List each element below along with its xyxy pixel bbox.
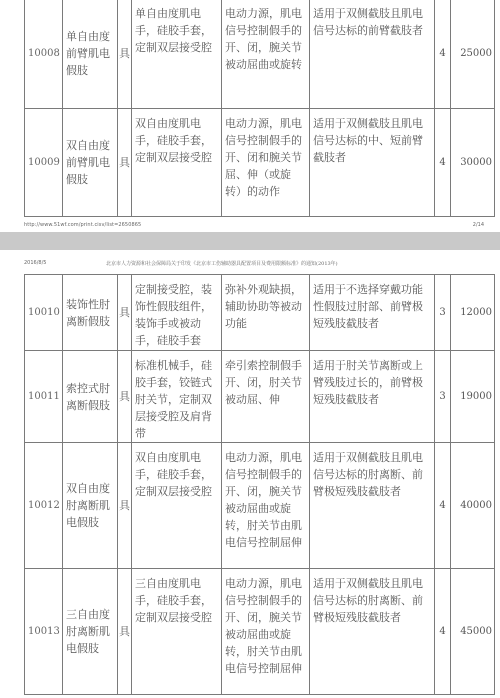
item-indication: 适用于双侧截肢且肌电信号达标的中、短前臂截肢者	[310, 109, 435, 217]
item-price: 12000	[451, 275, 495, 351]
table-row	[25, 109, 495, 217]
table-row	[25, 275, 495, 351]
item-indication: 适用于双侧截肢且肌电信号达标的肘离断、前臂极短残肢截肢者	[310, 443, 435, 569]
table-row	[25, 443, 495, 569]
item-unit: 具	[118, 569, 132, 695]
item-structure: 标准机械手，硅胶手套，铰链式肘关节，定制双层接受腔及肩背带	[132, 351, 222, 443]
item-name: 三自由度肘离断肌电假肢	[63, 569, 118, 695]
item-name: 索控式肘离断假肢	[63, 351, 118, 443]
item-code: 10010	[25, 275, 63, 351]
item-code: 10009	[25, 109, 63, 217]
item-function: 牵引索控制假手开、闭，肘关节被动屈、伸	[222, 351, 310, 443]
item-function: 电动力源，肌电信号控制假手的开、闭，腕关节被动屈曲或旋转	[222, 0, 310, 109]
table-row	[25, 351, 495, 443]
table-row	[25, 569, 495, 695]
item-code: 10011	[25, 351, 63, 443]
item-price: 40000	[451, 443, 495, 569]
item-unit: 具	[118, 443, 132, 569]
item-price: 30000	[451, 109, 495, 217]
item-structure: 双自由度肌电手，硅胶手套，定制双层接受腔	[132, 109, 222, 217]
item-structure: 定制接受腔，装饰性假肢组件，装饰手或被动手，硅胶手套	[132, 275, 222, 351]
item-indication: 适用于双侧截肢且肌电信号达标的肘离断、前臂极短残肢截肢者	[310, 569, 435, 695]
item-code: 10012	[25, 443, 63, 569]
table-row	[25, 0, 495, 109]
item-name: 双自由度前臂肌电假肢	[63, 109, 118, 217]
item-name: 双自由度肘离断肌电假肢	[63, 443, 118, 569]
item-indication: 适用于肘关节离断或上臂残肢过长的，前臂极短残肢截肢者	[310, 351, 435, 443]
footer-url: http://www.51wf.com/print.cisv/list=2650865	[24, 222, 142, 228]
item-quantity: 3	[435, 275, 451, 351]
device-table-page-1	[24, 0, 495, 217]
item-name: 装饰性肘离断假肢	[63, 275, 118, 351]
item-unit: 具	[118, 351, 132, 443]
item-structure: 单自由度肌电手，硅胶手套，定制双层接受腔	[132, 0, 222, 109]
item-structure: 双自由度肌电手，硅胶手套，定制双层接受腔	[132, 443, 222, 569]
item-code: 10013	[25, 569, 63, 695]
item-quantity: 4	[435, 569, 451, 695]
item-unit: 具	[118, 275, 132, 351]
item-name: 单自由度前臂肌电假肢	[63, 0, 118, 109]
item-unit: 具	[118, 0, 132, 109]
item-function: 电动力源，肌电信号控制假手的开、闭和腕关节屈、伸（或旋转）的动作	[222, 109, 310, 217]
header-date: 2016/8/5	[24, 260, 47, 266]
item-quantity: 4	[435, 443, 451, 569]
document-page-2	[0, 250, 500, 698]
footer-page-number: 2/14	[472, 222, 484, 228]
item-code: 10008	[25, 0, 63, 109]
item-function: 弥补外观缺损，辅助协助等被动功能	[222, 275, 310, 351]
item-quantity: 3	[435, 351, 451, 443]
item-indication: 适用于不选择穿戴功能性假肢过肘部、前臂极短残肢截肢者	[310, 275, 435, 351]
item-price: 19000	[451, 351, 495, 443]
item-function: 电动力源，肌电信号控制假手的开、闭，腕关节被动屈曲或旋转，肘关节由肌电信号控制屈伸	[222, 443, 310, 569]
page-separator	[0, 232, 500, 250]
device-table-page-2	[24, 274, 495, 695]
item-function: 电动力源，肌电信号控制假手的开、闭，腕关节被动屈曲或旋转，肘关节由肌电信号控制屈伸	[222, 569, 310, 695]
item-quantity: 4	[435, 0, 451, 109]
item-quantity: 4	[435, 109, 451, 217]
item-indication: 适用于双侧截肢且肌电信号达标的前臂截肢者	[310, 0, 435, 109]
item-unit: 具	[118, 109, 132, 217]
item-structure: 三自由度肌电手，硅胶手套，定制双层接受腔	[132, 569, 222, 695]
document-page-1	[0, 0, 500, 232]
header-title: 北京市人力资源和社会保障局关于印发《北京市工伤辅助器具配置项目及费用限额标准》的通知(2013年)	[106, 261, 338, 267]
item-price: 45000	[451, 569, 495, 695]
item-price: 25000	[451, 0, 495, 109]
